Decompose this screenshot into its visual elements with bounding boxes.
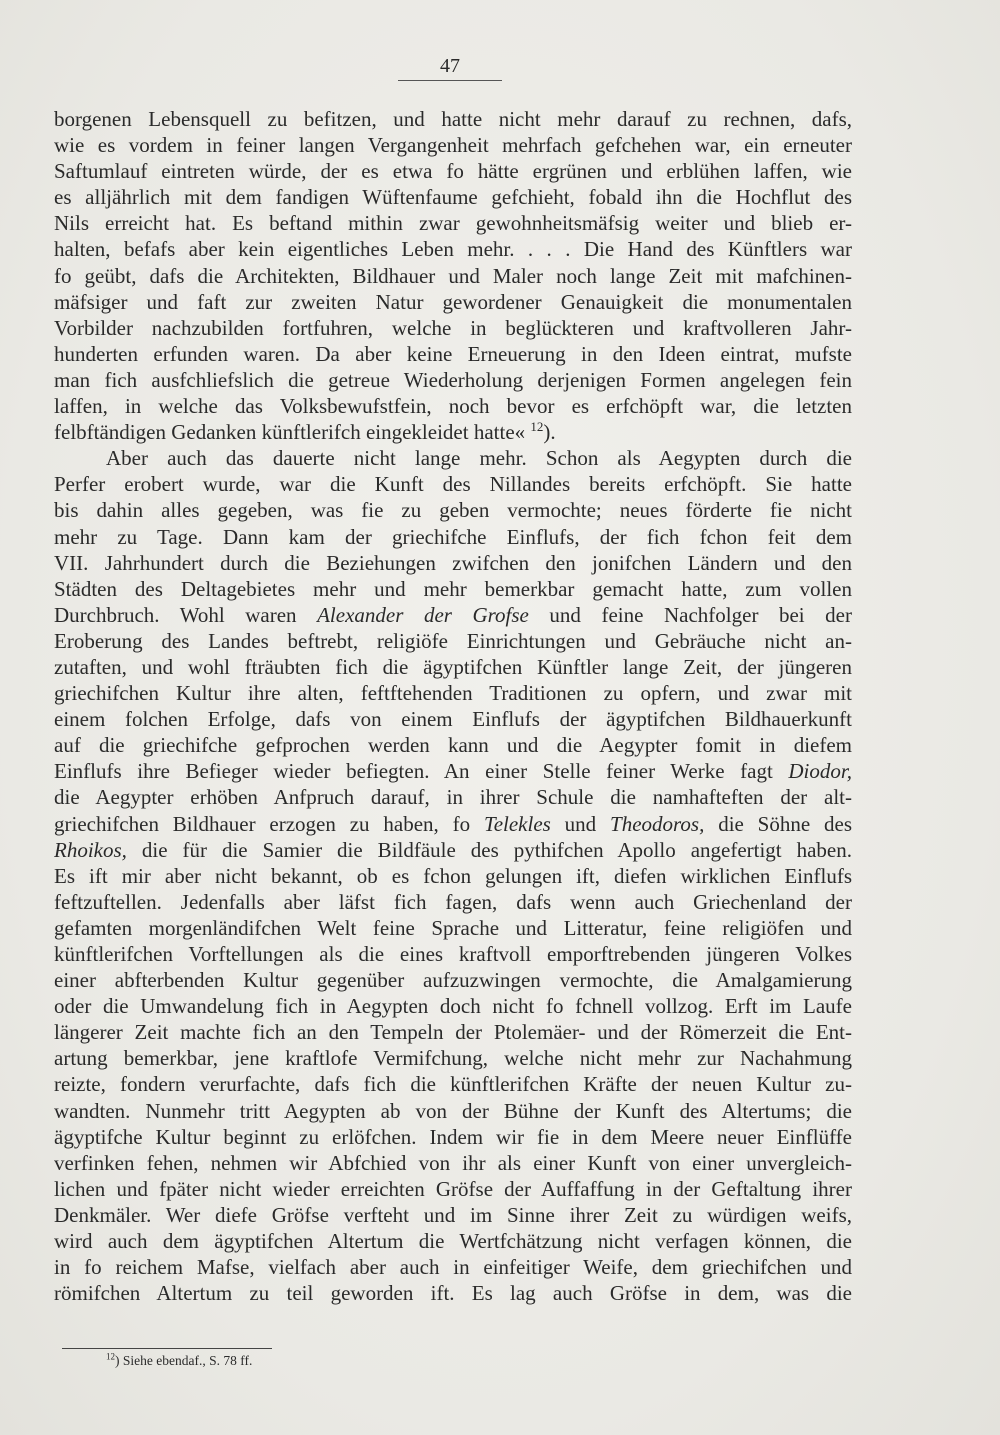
text-segment: Durchbruch. Wohl waren: [54, 602, 297, 627]
text-line: gefamten morgenländifchen Welt feine Sprache und Litteratur, feine religiöfen und: [54, 915, 852, 940]
footnote-divider: [62, 1348, 272, 1349]
text-line: [54, 811, 852, 837]
text-segment: die Söhne des: [718, 811, 852, 836]
text-line: [54, 602, 852, 628]
text-line: Vorbilder nachzubilden fortfuhren, welche in beglückteren und kraftvolleren Jahr-: [54, 315, 852, 340]
italic-name: Diodor,: [788, 759, 852, 784]
footnote-reference: 12: [530, 419, 544, 435]
italic-name: Rhoikos,: [54, 837, 127, 862]
footnote-reference-close: ).: [543, 420, 556, 445]
text-line: borgenen Lebensquell zu befitzen, und hatte nicht mehr darauf zu rechnen, dafs,: [54, 107, 852, 131]
text-line: halten, befafs aber kein eigentliches Leben mehr. . . . Die Hand des Künftlers war: [54, 237, 852, 262]
text-line: verfinken fehen, nehmen wir Abfchied von ihr als einer Kunft von einer unvergleich-: [54, 1150, 852, 1175]
text-line: längerer Zeit machte fich an den Tempeln der Ptolemäer- und der Römerzeit die Ent-: [54, 1020, 852, 1045]
text-line: Städten des Deltagebietes mehr und mehr bemerkbar gemacht hatte, zum vollen: [54, 576, 852, 601]
text-line: mäfsiger und faft zur zweiten Natur gewordener Genauigkeit die monumentalen: [54, 289, 852, 314]
text-line: artung bemerkbar, jene kraftlofe Vermifchung, welche nicht mehr zur Nachahmung: [54, 1046, 852, 1071]
text-line: Aber auch das dauerte nicht lange mehr. Schon als Aegypten durch die: [106, 446, 852, 471]
text-line: Es ift mir aber nicht bekannt, ob es fchon gelungen ift, diefen wirklichen Einflufs: [54, 863, 852, 888]
text-line: VII. Jahrhundert durch die Beziehungen zwifchen den jonifchen Ländern und den: [54, 550, 852, 575]
text-line: es alljährlich mit dem fandigen Wüftenfaume gefchieht, fobald ihn die Hochflut des: [54, 185, 852, 210]
text-line: mehr zu Tage. Dann kam der griechifche Einflufs, der fich fchon feit dem: [54, 524, 852, 549]
text-line: laffen, in welche das Volksbewufstfein, noch bevor es erfchöpft war, die letzten: [54, 394, 852, 419]
text-line: Denkmäler. Wer diefe Gröfse verfteht und im Sinne ihrer Zeit zu würdigen weifs,: [54, 1202, 852, 1227]
text-line: Perfer erobert wurde, war die Kunft des Nillandes bereits erfchöpft. Sie hatte: [54, 472, 852, 497]
text-line: ägyptifche Kultur beginnt zu erlöfchen. Indem wir fie in dem Meere neuer Einflüffe: [54, 1124, 852, 1149]
text-segment: griechifchen Bildhauer erzogen zu haben, fo: [54, 811, 471, 836]
footnote-number: 12: [106, 1351, 115, 1362]
text-line: Nils erreicht hat. Es beftand mithin zwar gewohnheitsmäfsig weiter und blieb er-: [54, 211, 852, 236]
text-line: feftzuftellen. Jedenfalls aber läfst fich fagen, dafs wenn auch Griechenland der: [54, 889, 852, 914]
text-line: einer abfterbenden Kultur gegenüber aufzuzwingen vermochte, die Amalgamierung: [54, 968, 852, 993]
text-line: man fich ausfchliefslich die getreue Wiederholung derjenigen Formen angelegen fein: [54, 367, 852, 392]
text-line: [54, 758, 852, 784]
text-line: auf die griechifche gefprochen werden kann und die Aegypter fomit in diefem: [54, 733, 852, 758]
italic-name: Alexander der Grofse: [317, 602, 529, 627]
footnote-text: ) Siehe ebendaf., S. 78 ff.: [115, 1353, 253, 1368]
text-segment: die für die Samier die Bildfäule des pythifchen Apollo angefertigt haben.: [141, 837, 852, 862]
italic-name: Telekles: [483, 811, 551, 836]
text-line: [54, 419, 852, 445]
text-line: griechifchen Kultur ihre alten, feftftehenden Traditionen zu opfern, und zwar mit: [54, 681, 852, 706]
text-line: wie es vordem in feiner langen Vergangenheit mehrfach gefchehen war, ein erneuter: [54, 133, 852, 158]
page-number: 47: [398, 52, 502, 81]
italic-name: Theodoros,: [610, 811, 705, 836]
text-line: fo geübt, dafs die Architekten, Bildhauer und Maler noch lange Zeit mit mafchinen-: [54, 263, 852, 288]
text-line: hunderten erfunden waren. Da aber keine Erneuerung in den Ideen eintrat, mufste: [54, 341, 852, 366]
text-line: wandten. Nunmehr tritt Aegypten ab von der Bühne der Kunft des Altertums; die: [54, 1098, 852, 1123]
text-line: Eroberung des Landes beftrebt, religiöfe Einrichtungen und Gebräuche nicht an-: [54, 628, 852, 653]
text-line: einem folchen Erfolge, dafs von einem Einflufs der ägyptifchen Bildhauerkunft: [54, 707, 852, 732]
text-line: Saftumlauf eintreten würde, der es etwa fo hätte ergrünen und erblühen laffen, wie: [54, 159, 852, 184]
text-line: die Aegypter erhöben Anfpruch darauf, in ihrer Schule die namhafteften der alt-: [54, 785, 852, 810]
text-line: wird auch dem ägyptifchen Altertum die Wertfchätzung nicht verfagen können, die: [54, 1229, 852, 1254]
text-segment: und feine Nachfolger bei der: [549, 602, 852, 627]
text-line: in fo reichem Mafse, vielfach aber auch in einfeitiger Weife, dem griechifchen und: [54, 1255, 852, 1280]
text-line: [54, 837, 852, 863]
footnote: [106, 1352, 252, 1370]
text-segment: und: [564, 811, 597, 836]
text-line: lichen und fpäter nicht wieder erreichten Gröfse der Auffaffung in der Geftaltung ihrer: [54, 1176, 852, 1201]
text-line: bis dahin alles gegeben, was fie zu geben vermochte; neues förderte fie nicht: [54, 498, 852, 523]
text-segment: felbftändigen Gedanken künftlerifch eingekleidet hatte«: [54, 420, 526, 445]
text-line: zutaften, und wohl fträubten fich die ägyptifchen Künftler lange Zeit, der jüngeren: [54, 654, 852, 679]
body-text: [54, 106, 852, 1306]
text-segment: Einflufs ihre Befieger wieder befiegten. An einer Stelle feiner Werke fagt: [54, 759, 773, 784]
text-line: künftlerifchen Vorftellungen als die eines kraftvoll emporftrebenden jüngeren Volkes: [54, 942, 852, 966]
text-line: oder die Umwandelung fich in Aegypten doch nicht fo fchnell vollzog. Erft im Laufe: [54, 994, 852, 1019]
text-line: reizte, fondern verurfachte, dafs fich die künftlerifchen Kräfte der neuen Kultur zu-: [54, 1072, 852, 1097]
text-line: römifchen Altertum zu teil geworden ift. Es lag auch Gröfse in dem, was die: [54, 1281, 852, 1306]
